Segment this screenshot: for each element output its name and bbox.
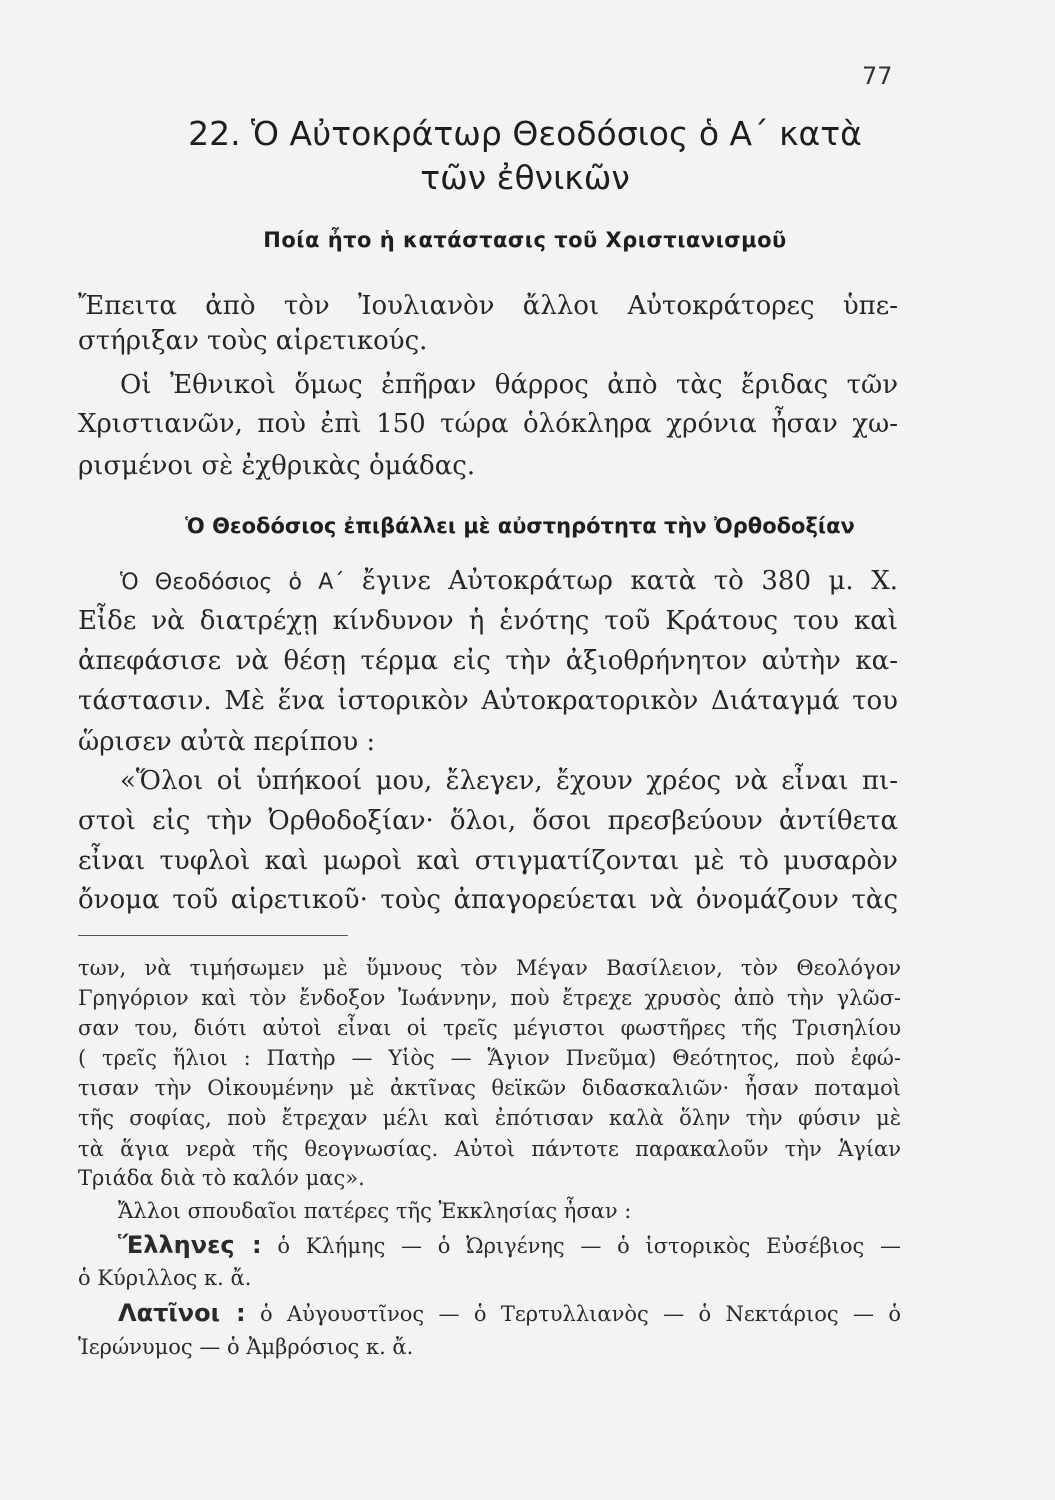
note-line: Τριάδα διὰ τὸ καλόν μας». xyxy=(78,1166,365,1190)
paragraph-line: εἶναι τυφλοὶ καὶ μωροὶ καὶ στιγματίζονται μὲ τὸ μυσαρὸν xyxy=(78,846,898,876)
greeks-list: ὁ Κλήμης — ὁ Ὠριγένης — ὁ ἱστορικὸς Εὐσέβιος — xyxy=(277,1234,901,1258)
note-line: ὁ Κύριλλος κ. ἄ. xyxy=(78,1266,252,1290)
paragraph-line: ὥρισεν αὐτὰ περίπου : xyxy=(78,727,376,757)
latins-list: ὁ Αὐγουστῖνος — ὁ Τερτυλλιανὸς — ὁ Νεκτάριος — ὁ xyxy=(259,1302,901,1326)
section-heading-christianity-state: Ποία ἦτο ἡ κατάστασις τοῦ Χριστιανισμοῦ xyxy=(263,228,787,252)
note-line: ( τρεῖς ἥλιοι : Πατὴρ — Υἱὸς — Ἅγιον Πνεῦμα) Θεότητος, ποὺ ἐφώ- xyxy=(78,1046,901,1070)
page-rule xyxy=(78,935,348,936)
paragraph-line: στήριξαν τοὺς αἱρετικούς. xyxy=(78,326,428,356)
note-line: Ἄλλοι σπουδαῖοι πατέρες τῆς Ἐκκλησίας ἦσαν : xyxy=(118,1199,632,1223)
note-line: Ἱερώνυμος — ὁ Ἀμβρόσιος κ. ἄ. xyxy=(78,1335,414,1359)
note-line: των, νὰ τιμήσωμεν μὲ ὕμνους τὸν Μέγαν Βασίλειον, τὸν Θεολόγον xyxy=(78,956,901,980)
chapter-title-line-2: τῶν ἐθνικῶν xyxy=(420,158,630,197)
section-heading-theodosius-orthodoxy: Ὁ Θεοδόσιος ἐπιβάλλει μὲ αὐστηρότητα τὴν Ὀρθοδοξίαν xyxy=(185,514,855,538)
latins-label: Λατῖνοι : xyxy=(118,1299,246,1327)
theodosius-name: Ὁ Θεοδόσιος ὁ Α΄ xyxy=(120,570,345,595)
latin-fathers-line xyxy=(118,1300,901,1327)
paragraph-line: τάστασιν. Μὲ ἕνα ἱστορικὸν Αὐτοκρατορικὸν Διάταγμά του xyxy=(78,686,898,716)
page-number: 77 xyxy=(862,62,893,90)
paragraph-line: Οἱ Ἐθνικοὶ ὅμως ἐπῆραν θάρρος ἀπὸ τὰς ἔριδας τῶν xyxy=(120,370,898,400)
paragraph-line: Χριστιανῶν, ποὺ ἐπὶ 150 τώρα ὁλόκληρα χρόνια ἦσαν χω- xyxy=(78,409,898,439)
note-line: τὰ ἅγια νερὰ τῆς θεογνωσίας. Αὐτοὶ πάντοτε παρακαλοῦν τὴν Ἁγίαν xyxy=(78,1137,901,1161)
paragraph-line xyxy=(120,565,898,599)
chapter-title-line-1: 22. Ὁ Αὐτοκράτωρ Θεοδόσιος ὁ Α΄ κατὰ xyxy=(188,114,862,153)
note-line: σαν του, διότι αὐτοὶ εἶναι οἱ τρεῖς μέγιστοι φωστῆρες τῆς Τρισηλίου xyxy=(78,1016,901,1040)
paragraph-line: ἀπεφάσισε νὰ θέσῃ τέρμα εἰς τὴν ἀξιοθρήνητον αὐτὴν κα- xyxy=(78,646,898,676)
note-line: τισαν τὴν Οἰκουμένην μὲ ἀκτῖνας θεϊκῶν διδασκαλιῶν· ἦσαν ποταμοὶ xyxy=(78,1076,901,1100)
chapter-title xyxy=(90,112,960,200)
paragraph-line: ρισμένοι σὲ ἐχθρικὰς ὁμάδας. xyxy=(78,451,476,481)
paragraph-text: ἔγινε Αὐτοκράτωρ κατὰ τὸ 380 μ. Χ. xyxy=(361,566,899,596)
note-line: τῆς σοφίας, ποὺ ἔτρεχαν μέλι καὶ ἐπότισαν καλὰ ὅλην τὴν φύσιν μὲ xyxy=(78,1106,901,1130)
greeks-label: Ἕλληνες : xyxy=(118,1231,262,1259)
paragraph-line: Εἶδε νὰ διατρέχῃ κίνδυνον ἡ ἑνότης τοῦ Κράτους του καὶ xyxy=(78,606,898,636)
greek-fathers-line xyxy=(118,1232,901,1259)
paragraph-line: «Ὅλοι οἱ ὑπήκοοί μου, ἔλεγεν, ἔχουν χρέος νὰ εἶναι πι- xyxy=(120,766,898,796)
paragraph-line: ὄνομα τοῦ αἱρετικοῦ· τοὺς ἀπαγορεύεται νὰ ὀνομάζουν τὰς xyxy=(78,885,898,915)
note-line: Γρηγόριον καὶ τὸν ἔνδοξον Ἰωάννην, ποὺ ἔτρεχε χρυσὸς ἀπὸ τὴν γλῶσ- xyxy=(78,986,901,1010)
paragraph-line: Ἔπειτα ἀπὸ τὸν Ἰουλιανὸν ἄλλοι Αὐτοκράτορες ὑπε- xyxy=(78,291,898,321)
paragraph-line: στοὶ εἰς τὴν Ὀρθοδοξίαν· ὅλοι, ὅσοι πρεσβεύουν ἀντίθετα xyxy=(78,806,898,836)
